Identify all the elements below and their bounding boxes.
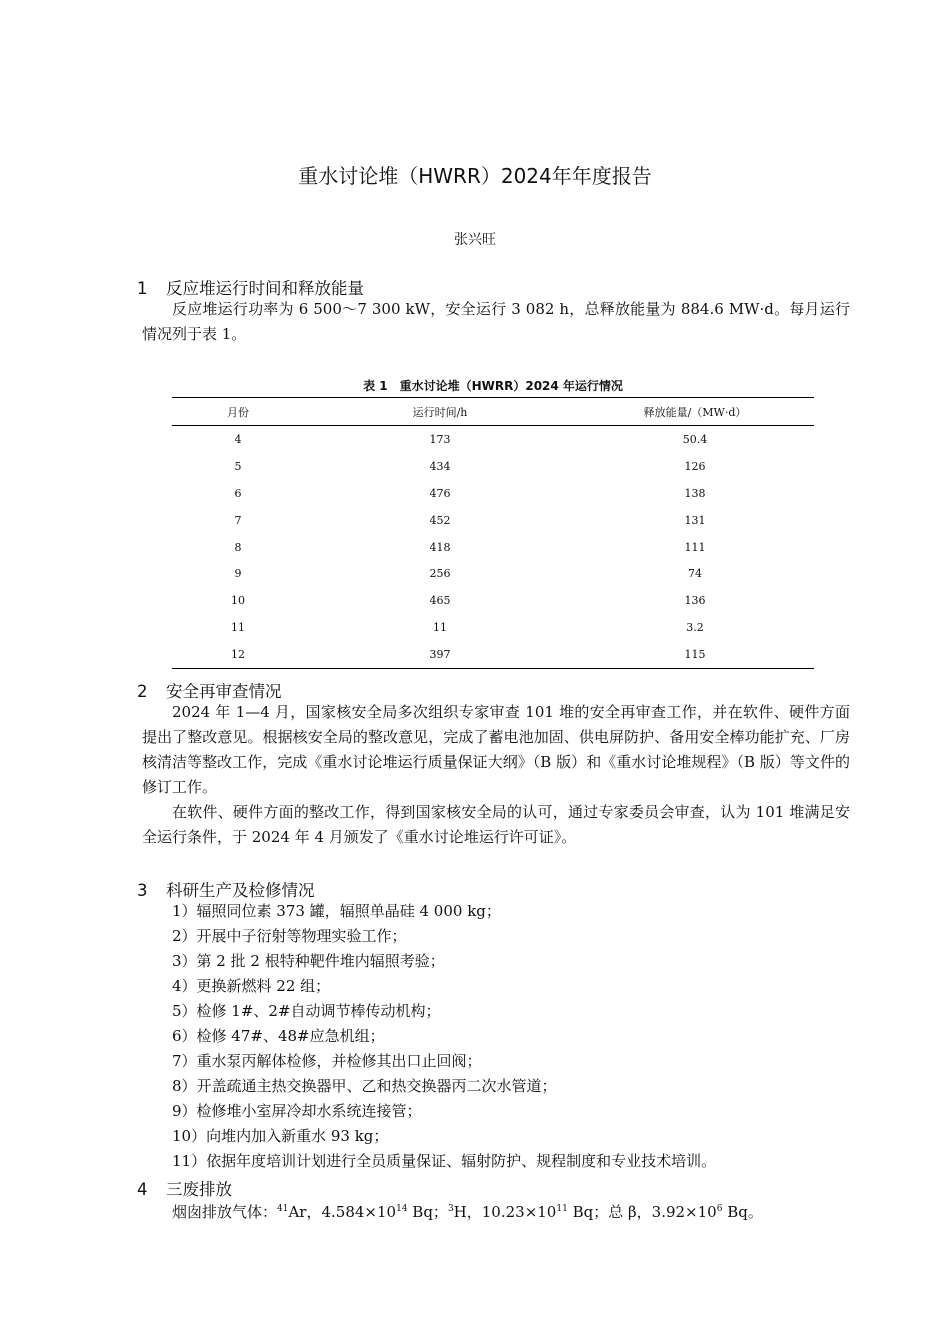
section-heading-1 <box>137 275 364 299</box>
table-row <box>172 560 814 587</box>
table-cell: 12 <box>231 648 245 662</box>
operation-table <box>172 397 814 669</box>
table-cell: 111 <box>684 540 706 554</box>
column-header: 月份 <box>172 398 304 426</box>
paragraph: 反应堆运行功率为 6 500～7 300 kW，安全运行 3 082 h，总释放能量为 884.6 MW·d。每月运行情况列于表 1。 <box>142 300 850 343</box>
section-heading-2 <box>137 678 282 702</box>
table-cell: 3.2 <box>686 621 704 635</box>
table-row <box>172 480 814 507</box>
table-caption: 表 1 重水讨论堆（HWRR）2024 年运行情况 <box>363 379 623 393</box>
table-cell: 11 <box>231 621 245 635</box>
section-number: 2 <box>137 682 148 701</box>
section-title: 安全再审查情况 <box>166 682 282 701</box>
superscript: 14 <box>396 1204 408 1214</box>
table-cell: 452 <box>429 513 451 527</box>
superscript: 3 <box>447 1204 454 1214</box>
superscript: 11 <box>556 1204 568 1214</box>
table-cell: 10 <box>231 594 245 608</box>
list-item: 8）开盖疏通主热交换器甲、乙和热交换器丙二次水管道； <box>172 1077 557 1095</box>
table-cell: 434 <box>429 459 451 473</box>
table-cell: 256 <box>429 567 451 581</box>
table-cell: 11 <box>433 621 447 635</box>
emission-paragraph <box>142 1197 850 1225</box>
superscript: 6 <box>716 1204 723 1214</box>
table-cell: 476 <box>429 486 451 500</box>
table-cell: 4 <box>234 432 242 446</box>
table-cell: 397 <box>429 648 451 662</box>
table-body <box>172 426 814 669</box>
text: Bq； <box>407 1203 448 1221</box>
list-item: 11）依据年度培训计划进行全员质量保证、辐射防护、规程制度和专业技术培训。 <box>172 1152 717 1170</box>
table-header-row <box>172 398 814 426</box>
section-number: 1 <box>137 279 148 298</box>
table-cell: 173 <box>429 432 451 446</box>
table-row <box>172 426 814 453</box>
text: Ar，4.584×10 <box>288 1203 397 1221</box>
table-row <box>172 534 814 561</box>
list-item: 2）开展中子衍射等物理实验工作； <box>172 927 407 945</box>
author: 张兴旺 <box>454 232 496 248</box>
text: Bq。 <box>722 1203 763 1221</box>
table-cell: 9 <box>234 567 242 581</box>
table-cell: 131 <box>684 513 706 527</box>
section-title: 反应堆运行时间和释放能量 <box>166 279 364 298</box>
table-row <box>172 507 814 534</box>
list-item: 7）重水泵丙解体检修，并检修其出口止回阀； <box>172 1052 482 1070</box>
table-row <box>172 453 814 480</box>
list-item: 6）检修 47#、48#应急机组； <box>172 1027 385 1045</box>
section-heading-3 <box>137 877 315 901</box>
text: 烟囱排放气体： <box>172 1203 278 1221</box>
column-header: 运行时间/h <box>304 398 576 426</box>
table-cell: 5 <box>234 459 242 473</box>
section-number: 4 <box>137 1180 148 1199</box>
list-item: 5）检修 1#、2#自动调节棒传动机构； <box>172 1002 441 1020</box>
table-cell: 6 <box>234 486 242 500</box>
document-title: 重水讨论堆（HWRR）2024年年度报告 <box>298 164 652 188</box>
table-cell: 7 <box>234 513 242 527</box>
table-cell: 74 <box>688 567 702 581</box>
text: H，10.23×10 <box>453 1203 557 1221</box>
table-cell: 465 <box>429 594 451 608</box>
table-row <box>172 587 814 614</box>
table-cell: 115 <box>684 648 706 662</box>
list-item: 9）检修堆小室屏冷却水系统连接管； <box>172 1102 422 1120</box>
list-item: 3）第 2 批 2 根特种靶件堆内辐照考验； <box>172 952 445 970</box>
table-cell: 50.4 <box>682 432 708 446</box>
table-row <box>172 641 814 668</box>
section-number: 3 <box>137 881 148 900</box>
section-title: 三废排放 <box>166 1180 232 1199</box>
paragraph: 2024 年 1—4 月，国家核安全局多次组织专家审查 101 堆的安全再审查工作，并在软件、硬件方面提出了整改意见。根据核安全局的整改意见，完成了蓄电池加固、供电屏防护、备用安全棒功能扩充、厂房核清洁等整改工作，完成《重水讨论堆运行质量保证大纲》（B 版）和《重水讨论堆规程》（B 版）等文件的修订工作。 <box>142 703 850 796</box>
table-cell: 136 <box>684 594 706 608</box>
table-cell: 138 <box>684 486 706 500</box>
list-item: 4）更换新燃料 22 组； <box>172 977 331 995</box>
text: Bq；总 β，3.92×10 <box>567 1203 717 1221</box>
table-cell: 126 <box>684 459 706 473</box>
table-cell: 418 <box>429 540 451 554</box>
list-item: 10）向堆内加入新重水 93 kg； <box>172 1127 389 1145</box>
section-title: 科研生产及检修情况 <box>166 881 315 900</box>
paragraph: 在软件、硬件方面的整改工作，得到国家核安全局的认可，通过专家委员会审查，认为 101 堆满足安全运行条件，于 2024 年 4 月颁发了《重水讨论堆运行许可证》。 <box>142 803 850 846</box>
list-item: 1）辐照同位素 373 罐，辐照单晶硅 4 000 kg； <box>172 902 501 920</box>
column-header: 释放能量/（MW·d） <box>576 398 814 426</box>
table-cell: 8 <box>234 540 242 554</box>
superscript: 41 <box>277 1204 289 1214</box>
table-row <box>172 614 814 641</box>
